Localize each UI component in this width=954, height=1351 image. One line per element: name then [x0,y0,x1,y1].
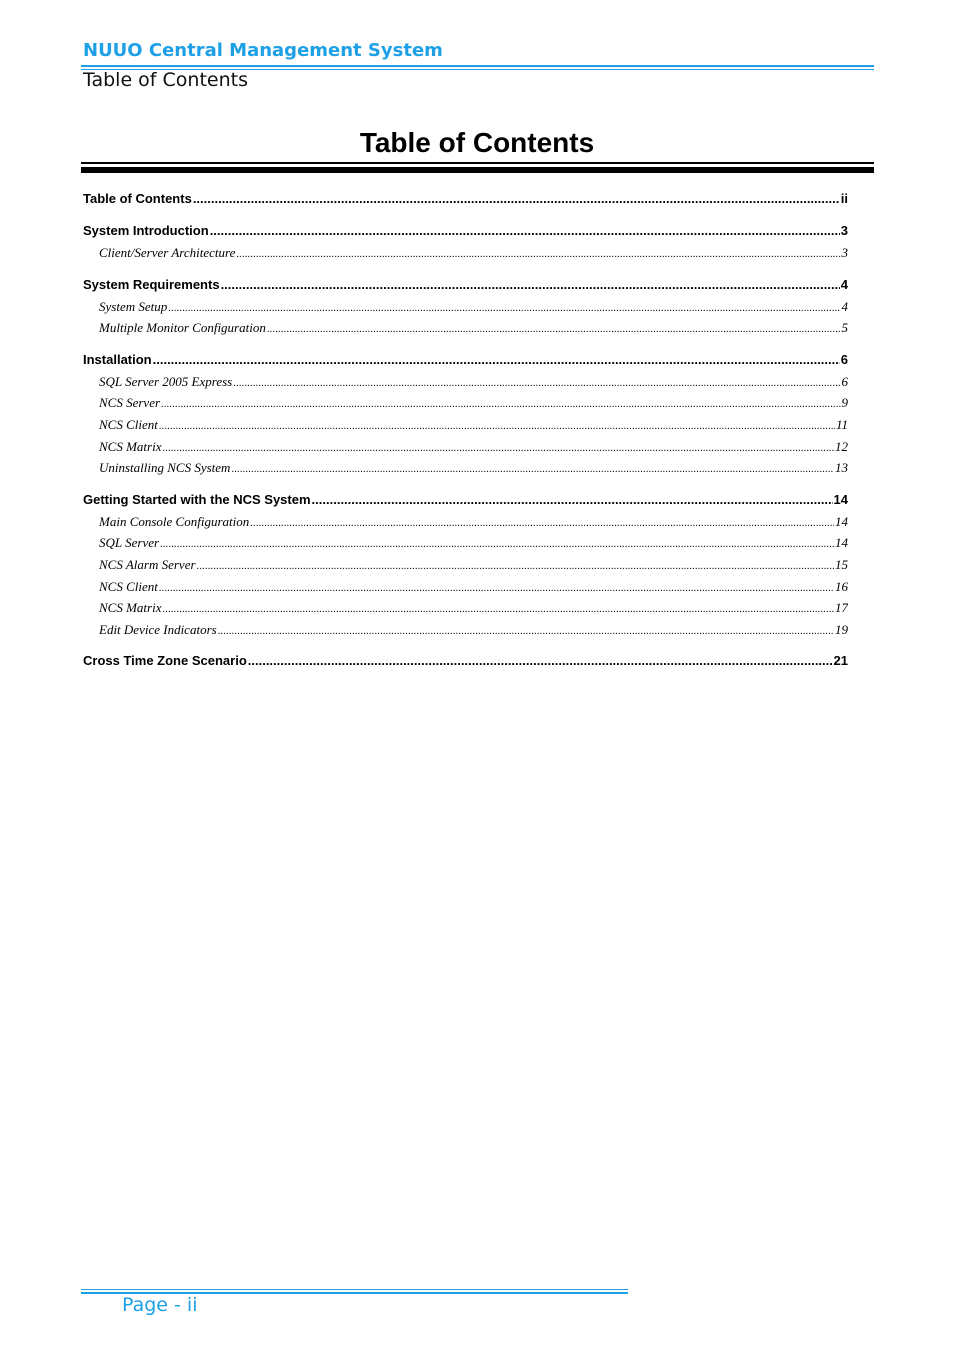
toc-entry-heading[interactable] [83,349,848,371]
toc-entry-page: 16 [835,578,848,594]
footer-page-number: Page - ii [122,1294,198,1316]
toc-leader-dots [210,220,840,242]
table-of-contents [83,188,848,672]
toc-entry-title: Uninstalling NCS System [99,460,231,476]
toc-entry-page: 3 [841,245,848,260]
toc-leader-dots [218,621,834,641]
toc-leader-dots [231,459,834,479]
toc-entry-subheading[interactable] [83,457,848,479]
toc-entry-page: 6 [840,351,848,367]
toc-entry-subheading[interactable] [83,317,848,339]
header-section-title: Table of Contents [83,69,248,91]
toc-entry-page: 9 [841,395,848,411]
toc-entry-title: Client/Server Architecture [99,245,236,260]
toc-leader-dots [159,416,835,436]
toc-leader-dots [161,394,840,414]
toc-entry-subheading[interactable] [83,392,848,414]
toc-entry-title: NCS Server [99,395,161,411]
toc-leader-dots [267,319,841,339]
toc-leader-dots [248,650,833,672]
footer-rule [81,1289,628,1290]
toc-entry-heading[interactable] [83,489,848,511]
toc-entry-page: 13 [835,460,848,476]
toc-entry-title: Installation [83,351,152,367]
toc-entry-title: NCS Matrix [99,600,162,616]
toc-entry-title: SQL Server 2005 Express [99,373,233,389]
toc-entry-title: Multiple Monitor Configuration [99,320,266,336]
toc-leader-dots [233,373,840,393]
toc-entry-title: System Introduction [83,223,209,238]
toc-entry-subheading[interactable] [83,242,848,264]
toc-entry-title: System Requirements [83,276,220,292]
toc-leader-dots [159,578,834,598]
header-product-title: NUUO Central Management System [83,40,443,61]
toc-entry-page: 4 [840,276,848,292]
header-rule [81,65,874,67]
toc-entry-title: Table of Contents [83,191,192,206]
toc-leader-dots [153,349,840,371]
toc-entry-subheading[interactable] [83,597,848,619]
toc-entry-page: 19 [835,621,848,637]
toc-entry-page: 14 [833,491,848,507]
toc-entry-heading[interactable] [83,220,848,242]
toc-entry-title: NCS Alarm Server [99,556,196,572]
toc-entry-subheading[interactable] [83,619,848,641]
toc-entry-page: 5 [841,320,848,336]
toc-leader-dots [236,244,840,264]
toc-entry-page: 3 [840,223,848,238]
title-rule-thin [81,162,874,164]
toc-entry-subheading[interactable] [83,371,848,393]
toc-entry-heading[interactable] [83,274,848,296]
toc-leader-dots [221,274,840,296]
toc-entry-page: 14 [835,513,848,529]
toc-entry-page: 21 [833,653,848,669]
toc-entry-subheading[interactable] [83,296,848,318]
toc-leader-dots [250,513,834,533]
toc-entry-title: Getting Started with the NCS System [83,491,311,507]
toc-leader-dots [162,599,834,619]
toc-entry-page: 11 [835,416,848,432]
toc-entry-title: NCS Matrix [99,438,162,454]
toc-leader-dots [160,534,834,554]
toc-entry-title: Edit Device Indicators [99,621,217,637]
title-rule-thick [81,167,874,173]
toc-entry-subheading[interactable] [83,576,848,598]
toc-leader-dots [197,556,834,576]
toc-entry-page: 4 [841,298,848,314]
toc-entry-heading[interactable] [83,188,848,210]
toc-entry-page: ii [840,191,848,206]
toc-entry-title: Main Console Configuration [99,513,250,529]
toc-leader-dots [312,489,833,511]
toc-entry-page: 12 [835,438,848,454]
toc-entry-subheading[interactable] [83,414,848,436]
toc-entry-page: 15 [835,556,848,572]
page-title: Table of Contents [359,127,595,158]
toc-entry-title: NCS Client [99,416,158,432]
toc-entry-title: NCS Client [99,578,158,594]
toc-leader-dots [168,298,840,318]
toc-entry-subheading[interactable] [83,532,848,554]
toc-entry-page: 6 [841,373,848,389]
toc-leader-dots [193,188,840,210]
toc-entry-title: Cross Time Zone Scenario [83,653,247,669]
toc-entry-page: 17 [835,600,848,616]
toc-entry-heading[interactable] [83,650,848,672]
toc-entry-subheading[interactable] [83,436,848,458]
toc-entry-subheading[interactable] [83,511,848,533]
toc-entry-title: System Setup [99,298,168,314]
toc-entry-title: SQL Server [99,535,160,551]
toc-leader-dots [162,438,834,458]
toc-entry-page: 14 [835,535,848,551]
toc-entry-subheading[interactable] [83,554,848,576]
